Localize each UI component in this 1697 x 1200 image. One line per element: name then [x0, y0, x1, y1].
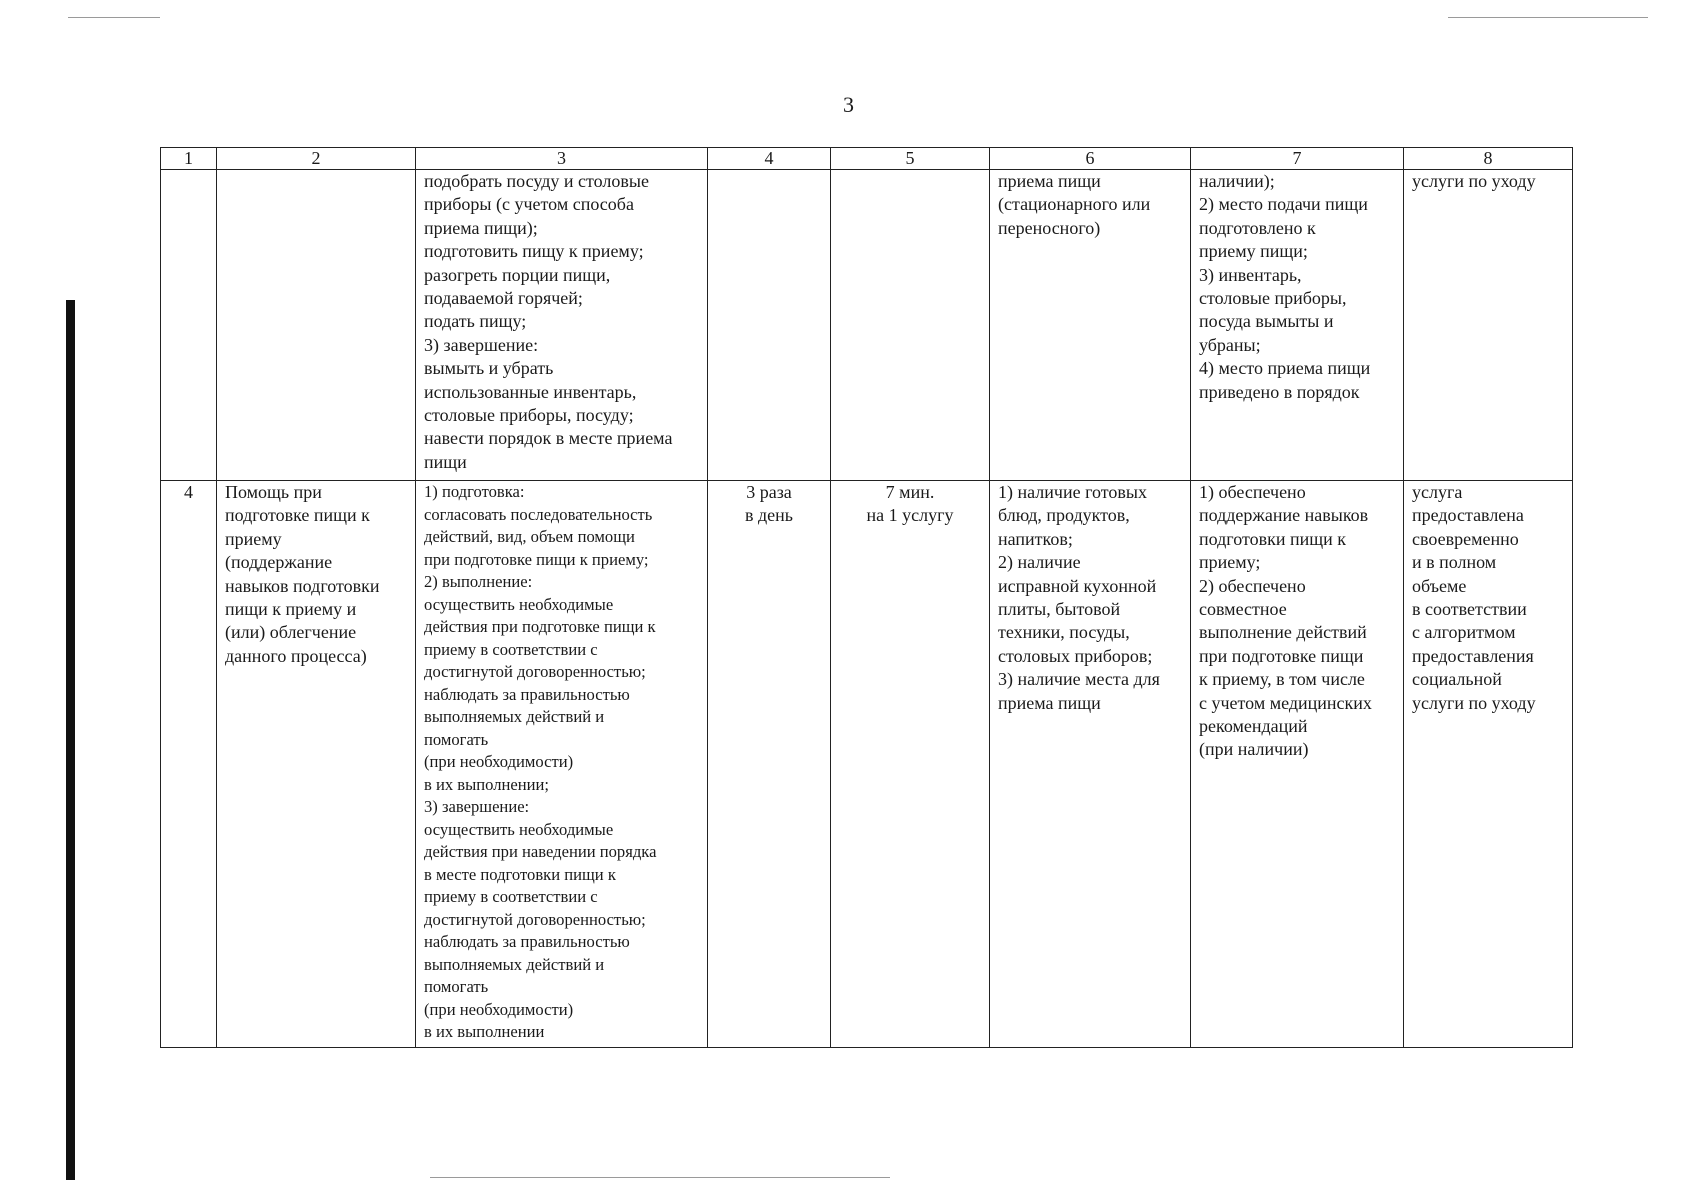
text-line: предоставлена [1412, 505, 1524, 526]
scan-artifact-top-right [1448, 17, 1648, 18]
text-line: использованные инвентарь, [424, 381, 637, 402]
text-line: на 1 услугу [866, 505, 954, 526]
cell-service-content [416, 481, 708, 1048]
text-line: приему [225, 528, 282, 549]
text-line: навыков подготовки [225, 575, 380, 596]
text-line: услуга [1412, 482, 1463, 502]
text-line: в месте подготовки пищи к [424, 864, 616, 884]
scan-artifact-bottom [430, 1177, 890, 1178]
text-line: действий, вид, объем помощи [424, 527, 635, 546]
text-line: 2) выполнение: [424, 572, 533, 591]
cell-quality-indicators [1191, 170, 1404, 481]
cell-text [998, 481, 1182, 715]
text-line: 1) обеспечено [1199, 482, 1306, 502]
text-line: осуществить необходимые [424, 819, 614, 839]
text-line: исправной кухонной [998, 575, 1157, 596]
cell-text [424, 481, 699, 1044]
cell-row-number [161, 170, 217, 481]
text-line: помогать [424, 977, 489, 996]
column-number-3: 3 [416, 148, 708, 170]
text-line: (при необходимости) [424, 752, 574, 771]
table-row-4 [161, 481, 1573, 1048]
text-line: убраны; [1199, 334, 1261, 355]
column-number-5: 5 [831, 148, 990, 170]
text-line: и в полном [1412, 552, 1497, 573]
text-line: к приему, в том числе [1199, 669, 1365, 690]
text-line: совместное [1199, 599, 1287, 620]
cell-text [1199, 481, 1395, 762]
text-line: пищи [424, 451, 467, 472]
text-line: техники, посуды, [998, 622, 1130, 643]
column-number-4: 4 [708, 148, 831, 170]
text-line: согласовать последовательность [424, 504, 653, 524]
text-line: Помощь при [225, 482, 322, 502]
text-line: в их выполнении; [424, 774, 550, 794]
column-number-1: 1 [161, 148, 217, 170]
text-line: подготовке пищи к [225, 505, 370, 526]
cell-text [1199, 170, 1395, 404]
text-line: 2) обеспечено [1199, 575, 1306, 596]
text-line: (поддержание [225, 552, 333, 573]
cell-frequency [708, 170, 831, 481]
text-line: выполняемых действий и [424, 707, 605, 726]
text-line: 3) завершение: [424, 334, 539, 355]
text-line: помогать [424, 729, 489, 749]
text-line: переносного) [998, 217, 1101, 238]
text-line: вымыть и убрать [424, 358, 554, 379]
page-number: 3 [843, 92, 854, 117]
text-line: в их выполнении [424, 1022, 545, 1041]
text-line: услуги по уходу [1412, 171, 1536, 191]
column-number-2: 2 [217, 148, 416, 170]
text-line: подать пищу; [424, 311, 527, 332]
text-line: достигнутой договоренностью; [424, 909, 646, 929]
text-line: плиты, бытовой [998, 599, 1121, 620]
text-line: своевременно [1412, 528, 1519, 549]
text-line: посуда вымыты и [1199, 311, 1334, 332]
text-line: выполнение действий [1199, 622, 1367, 643]
text-line: (при наличии) [1199, 739, 1309, 760]
text-line: пищи к приему и [225, 599, 357, 620]
text-line: подготовки пищи к [1199, 528, 1346, 549]
text-line: рекомендаций [1199, 716, 1308, 737]
text-line: 2) место подачи пищи [1199, 194, 1368, 215]
cell-evaluation [1404, 170, 1573, 481]
text-line: в соответствии [1412, 599, 1527, 620]
text-line: 1) наличие готовых [998, 482, 1147, 502]
cell-service-name [217, 481, 416, 1048]
text-line: напитков; [998, 528, 1073, 549]
text-line: приему пищи; [1199, 241, 1308, 262]
text-line: 3) инвентарь, [1199, 264, 1302, 285]
column-number-8: 8 [1404, 148, 1573, 170]
text-line: столовые приборы, [1199, 288, 1347, 309]
text-line: приема пищи); [424, 217, 538, 238]
cell-conditions [990, 170, 1191, 481]
cell-text [1412, 481, 1564, 715]
text-line: достигнутой договоренностью; [424, 662, 646, 681]
text-line: предоставления [1412, 645, 1534, 666]
text-line: социальной [1412, 669, 1502, 690]
text-line: наличии); [1199, 171, 1275, 191]
text-line: 1) подготовка: [424, 482, 525, 501]
text-line: в день [745, 505, 793, 526]
text-line: выполняемых действий и [424, 954, 605, 974]
text-line: подготовлено к [1199, 217, 1316, 238]
cell-text [839, 481, 981, 528]
text-line: (при необходимости) [424, 999, 574, 1019]
text-line: приему в соответствии с [424, 887, 598, 906]
cell-frequency [708, 481, 831, 1048]
cell-duration [831, 481, 990, 1048]
table-row-continued [161, 170, 1573, 481]
text-line: приему в соответствии с [424, 639, 598, 659]
table-header-row [161, 148, 1573, 170]
text-line: с учетом медицинских [1199, 692, 1372, 713]
text-line: приема пищи [998, 692, 1101, 713]
text-line: навести порядок в месте приема [424, 428, 673, 449]
text-line: (или) облегчение [225, 622, 357, 643]
text-line: 3) наличие места для [998, 669, 1160, 690]
cell-service-name [217, 170, 416, 481]
text-line: столовые приборы, посуду; [424, 405, 634, 426]
text-line: действия при наведении порядка [424, 842, 657, 861]
text-line: действия при подготовке пищи к [424, 617, 656, 636]
text-line: 7 мин. [885, 482, 935, 502]
text-line: объеме [1412, 575, 1467, 596]
text-line: услуги по уходу [1412, 692, 1536, 713]
text-line: столовых приборов; [998, 645, 1153, 666]
scan-edge-bar [66, 300, 75, 1180]
text-line: разогреть порции пищи, [424, 264, 611, 285]
text-line: 4) место приема пищи [1199, 358, 1371, 379]
text-line: приведено в порядок [1199, 381, 1360, 402]
column-number-6: 6 [990, 148, 1191, 170]
text-line: 3 раза [746, 482, 792, 502]
cell-text [225, 481, 407, 668]
text-line: приема пищи [998, 171, 1101, 191]
text-line: подаваемой горячей; [424, 288, 583, 309]
text-line: осуществить необходимые [424, 594, 614, 614]
cell-conditions [990, 481, 1191, 1048]
scan-artifact-top-left [68, 17, 160, 18]
text-line: данного процесса) [225, 645, 367, 666]
text-line: поддержание навыков [1199, 505, 1369, 526]
text-line: при подготовке пищи [1199, 645, 1364, 666]
cell-text [998, 170, 1182, 240]
text-line: блюд, продуктов, [998, 505, 1130, 526]
column-number-7: 7 [1191, 148, 1404, 170]
text-line: 2) наличие [998, 552, 1081, 573]
text-line: (стационарного или [998, 194, 1151, 215]
cell-text [1412, 170, 1564, 193]
text-line: приему; [1199, 552, 1261, 573]
text-line: с алгоритмом [1412, 622, 1516, 643]
cell-row-number: 4 [161, 481, 217, 1048]
cell-evaluation [1404, 481, 1573, 1048]
text-line: наблюдать за правильностью [424, 684, 630, 704]
text-line: подобрать посуду и столовые [424, 171, 649, 191]
cell-quality-indicators [1191, 481, 1404, 1048]
cell-text [424, 170, 699, 474]
services-table [160, 147, 1573, 1048]
cell-service-content [416, 170, 708, 481]
cell-duration [831, 170, 990, 481]
text-line: наблюдать за правильностью [424, 932, 630, 951]
text-line: приборы (с учетом способа [424, 194, 634, 215]
text-line: 3) завершение: [424, 797, 530, 816]
cell-text [716, 481, 822, 528]
text-line: подготовить пищу к приему; [424, 241, 644, 262]
text-line: при подготовке пищи к приему; [424, 549, 649, 569]
